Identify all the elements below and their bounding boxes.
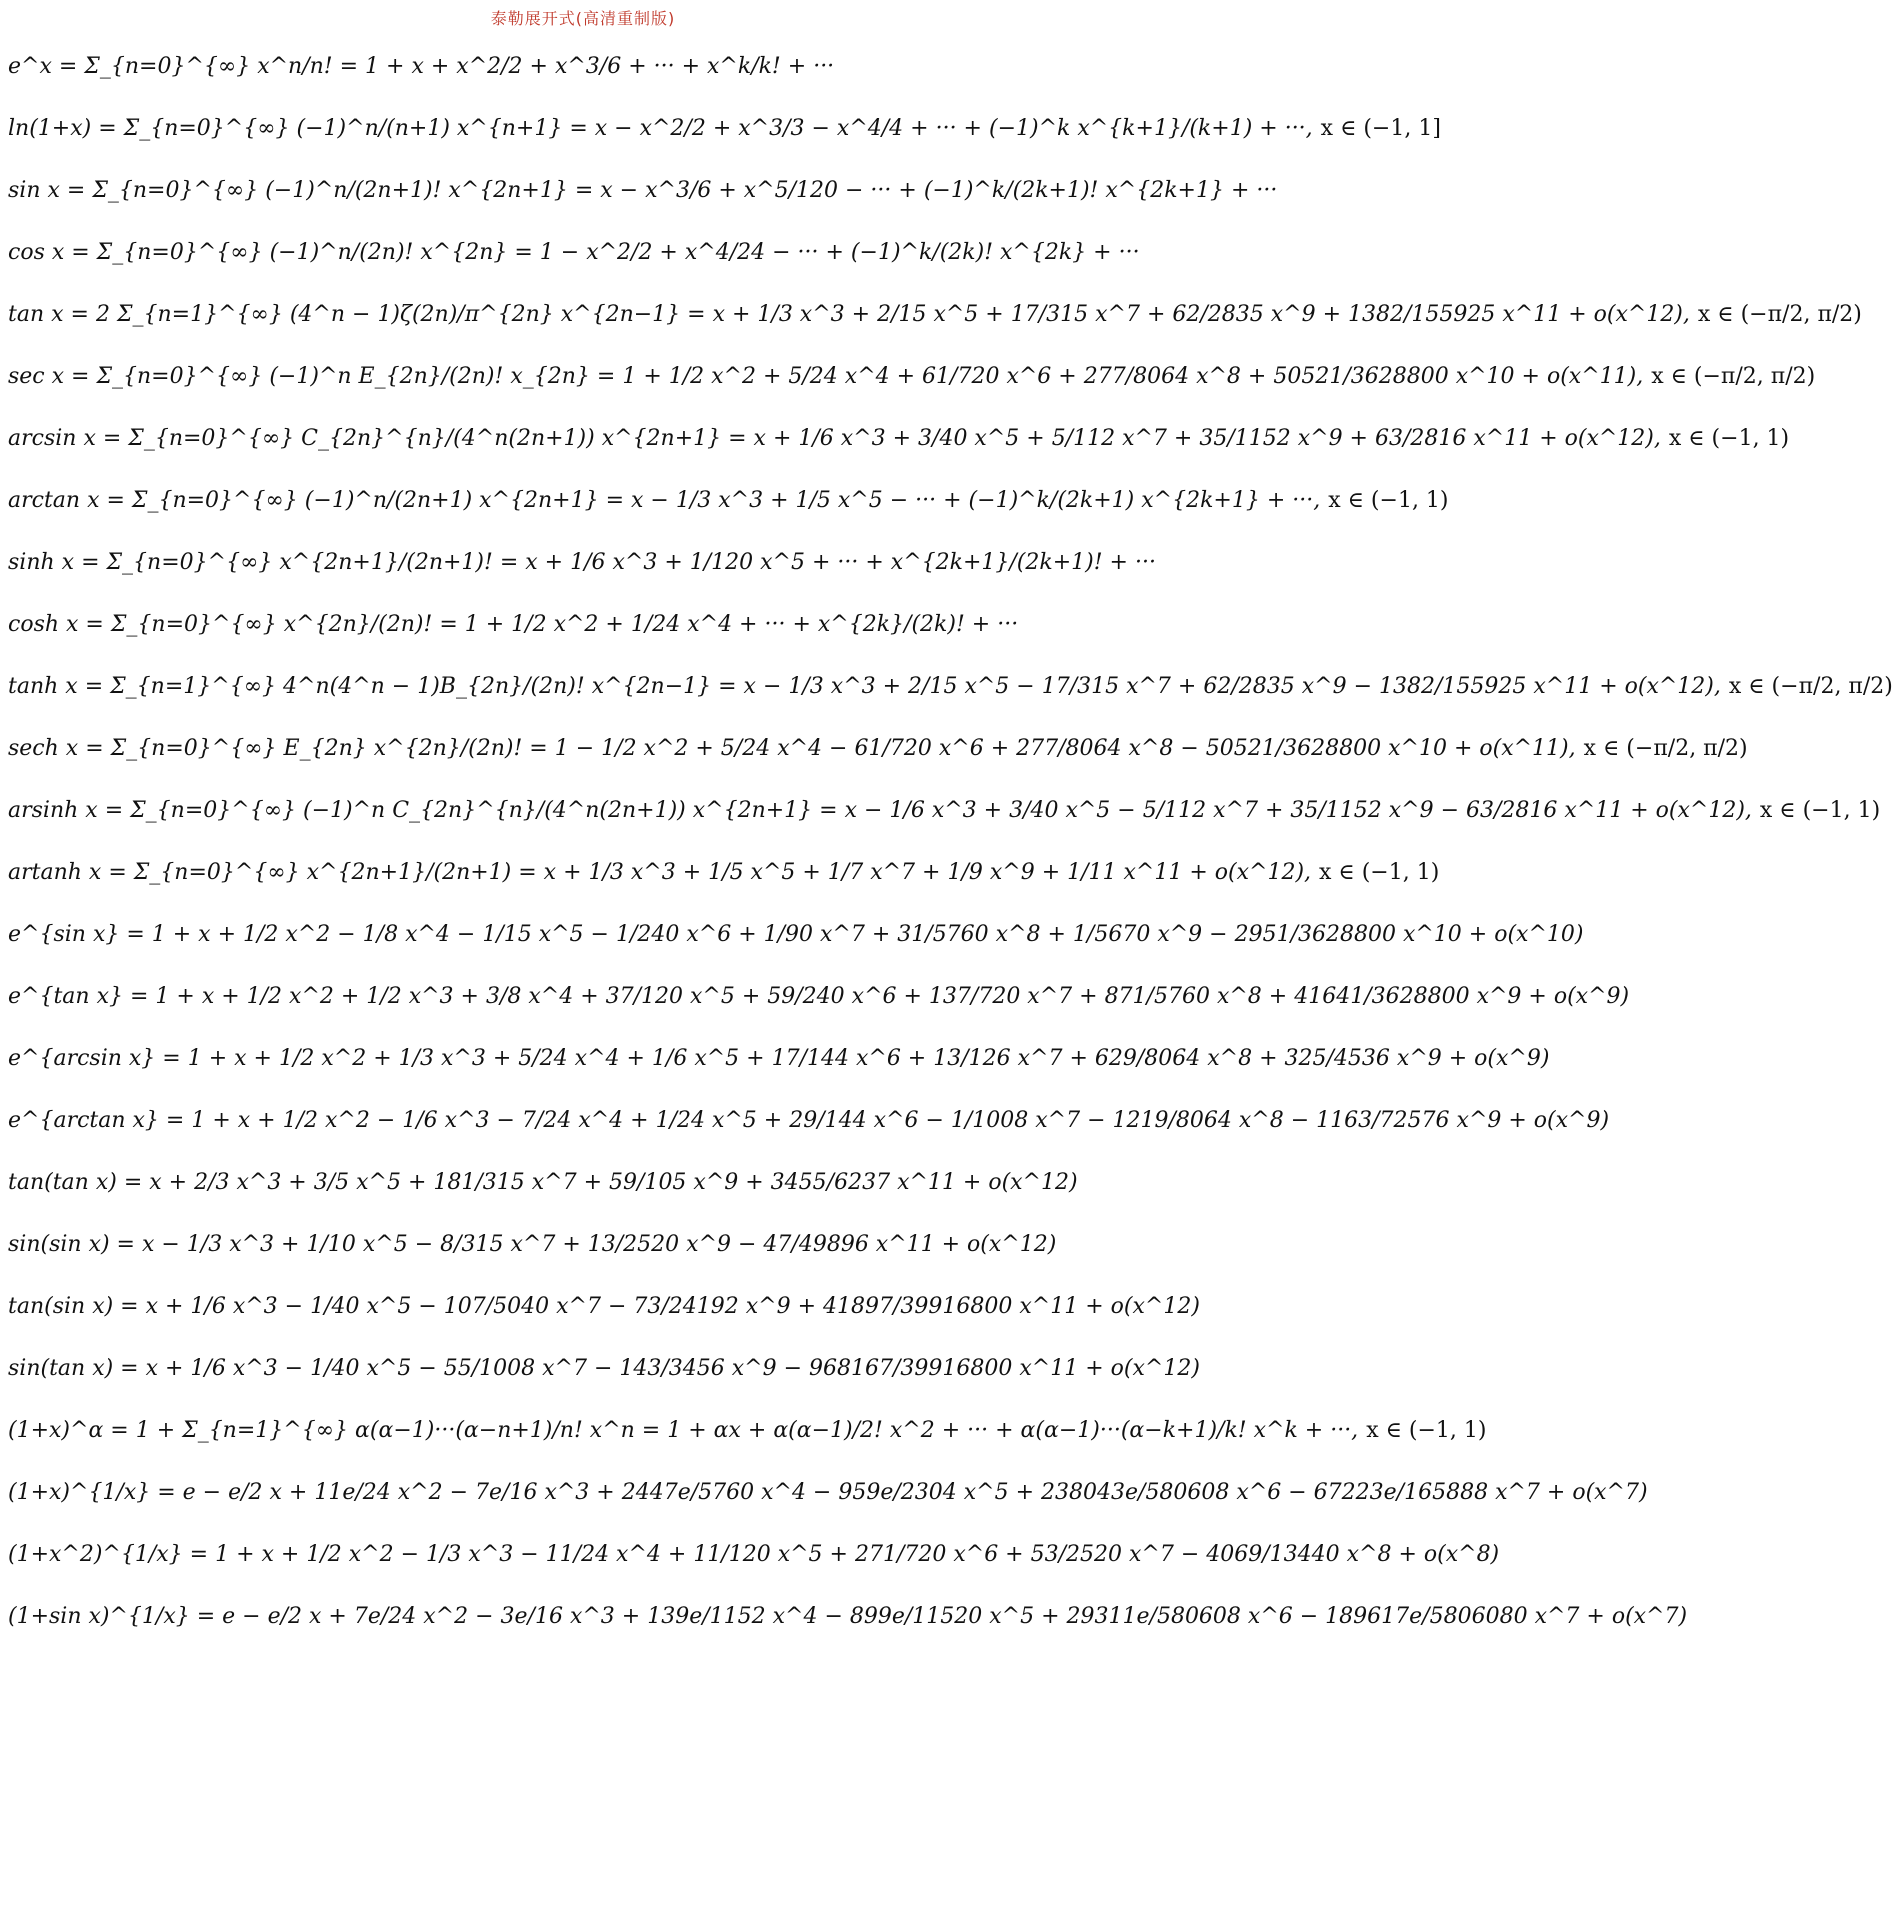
formula-lhs: e^{arctan x} <box>8 1108 159 1133</box>
formula-lhs: sec x <box>8 364 65 389</box>
formula-rhs: = e − e/2 x + 7e/24 x^2 − 3e/16 x^3 + 139e/1152 x^4 − 899e/11520 x^5 + 29311e/580608 x^6 − 189617e/5806080 x^7 + o(x^7) <box>189 1604 1688 1629</box>
formula-rhs: = Σ_{n=0}^{∞} E_{2n} x^{2n}/(2n)! = 1 − 1/2 x^2 + 5/24 x^4 − 61/720 x^6 + 277/8064 x^8 − 50521/3628800 x^10 + o(x^11), <box>78 736 1576 761</box>
formula-lhs: (1+x)^{1/x} <box>8 1480 151 1505</box>
formula-row <box>8 1100 1610 1142</box>
formula-rhs: = 1 + x + 1/2 x^2 + 1/2 x^3 + 3/8 x^4 + 37/120 x^5 + 59/240 x^6 + 137/720 x^7 + 871/5760 x^8 + 41641/3628800 x^9 + o(x^9) <box>122 984 1630 1009</box>
formula-list <box>8 46 1893 1920</box>
formula-row <box>8 108 1441 150</box>
formula-rhs: = 1 + x + 1/2 x^2 − 1/8 x^4 − 1/15 x^5 − 1/240 x^6 + 1/90 x^7 + 31/5760 x^8 + 1/5670 x^9 − 2951/3628800 x^10 + o(x^10) <box>119 922 1584 947</box>
formula-lhs: sech x <box>8 736 79 761</box>
formula-domain: x ∈ (−π/2, π/2) <box>1728 674 1893 699</box>
formula-rhs: = Σ_{n=0}^{∞} x^{2n+1}/(2n+1) = x + 1/3 x^3 + 1/5 x^5 + 1/7 x^7 + 1/9 x^9 + 1/11 x^11 + o(x^12), <box>101 860 1312 885</box>
formula-domain: x ∈ (−1, 1] <box>1320 116 1441 141</box>
formula-domain: x ∈ (−π/2, π/2) <box>1697 302 1862 327</box>
formula-lhs: ln(1+x) <box>8 116 92 141</box>
formula-row <box>8 356 1816 398</box>
formula-lhs: tan x <box>8 302 64 327</box>
formula-lhs: (1+sin x)^{1/x} <box>8 1604 190 1629</box>
formula-rhs: = Σ_{n=0}^{∞} x^{2n}/(2n)! = 1 + 1/2 x^2 + 1/24 x^4 + ··· + x^{2k}/(2k)! + ··· <box>78 612 1019 637</box>
formula-row <box>8 852 1440 894</box>
formula-lhs: sin(tan x) <box>8 1356 114 1381</box>
formula-lhs: tan(sin x) <box>8 1294 114 1319</box>
formula-domain: x ∈ (−π/2, π/2) <box>1651 364 1816 389</box>
formula-row <box>8 542 1158 584</box>
formula-rhs: = 1 + x + 1/2 x^2 − 1/6 x^3 − 7/24 x^4 + 1/24 x^5 + 29/144 x^6 − 1/1008 x^7 − 1219/8064 x^8 − 1163/72576 x^9 + o(x^9) <box>158 1108 1610 1133</box>
formula-domain: x ∈ (−1, 1) <box>1319 860 1440 885</box>
formula-lhs: e^{tan x} <box>8 984 123 1009</box>
formula-domain: x ∈ (−1, 1) <box>1668 426 1790 451</box>
formula-row <box>8 1162 1158 1204</box>
formula-row <box>8 1410 1487 1452</box>
formula-row <box>8 232 1158 274</box>
formula-rhs: = x − 1/3 x^3 + 1/10 x^5 − 8/315 x^7 + 13/2520 x^9 − 47/49896 x^11 + o(x^12) <box>109 1232 1057 1257</box>
formula-row <box>8 418 1790 460</box>
formula-rhs: = Σ_{n=0}^{∞} (−1)^n/(2n+1) x^{2n+1} = x − 1/3 x^3 + 1/5 x^5 − ··· + (−1)^k/(2k+1) x^{2k+1} + ···, <box>99 488 1321 513</box>
formula-rhs: = 2 Σ_{n=1}^{∞} (4^n − 1)ζ(2n)/π^{2n} x^{2n−1} = x + 1/3 x^3 + 2/15 x^5 + 17/315 x^7 + 62/2835 x^9 + 1382/155925 x^11 + o(x^12), <box>63 302 1690 327</box>
formula-row <box>8 728 1748 770</box>
formula-lhs: (1+x^2)^{1/x} <box>8 1542 183 1567</box>
formula-row <box>8 790 1881 832</box>
formula-lhs: e^{sin x} <box>8 922 120 947</box>
formula-row <box>8 1534 1500 1576</box>
formula-row <box>8 976 1630 1018</box>
formula-domain: x ∈ (−1, 1) <box>1328 488 1449 513</box>
formula-row <box>8 1038 1550 1080</box>
formula-lhs: arsinh x <box>8 798 98 823</box>
formula-row <box>8 1286 1200 1328</box>
formula-lhs: tanh x <box>8 674 78 699</box>
formula-domain: x ∈ (−1, 1) <box>1759 798 1881 823</box>
formula-rhs: = x + 1/6 x^3 − 1/40 x^5 − 107/5040 x^7 − 73/24192 x^9 + 41897/39916800 x^11 + o(x^12) <box>113 1294 1200 1319</box>
formula-rhs: = Σ_{n=0}^{∞} x^{2n+1}/(2n+1)! = x + 1/6 x^3 + 1/120 x^5 + ··· + x^{2k+1}/(2k+1)! + ··· <box>74 550 1156 575</box>
formula-lhs: sinh x <box>8 550 75 575</box>
formula-lhs: e^{arcsin x} <box>8 1046 156 1071</box>
formula-row <box>8 294 1862 336</box>
formula-rhs: = Σ_{n=0}^{∞} (−1)^n/(2n+1)! x^{2n+1} = x − x^3/6 + x^5/120 − ··· + (−1)^k/(2k+1)! x^{2k+1} + ··· <box>59 178 1278 203</box>
formula-rhs: = Σ_{n=0}^{∞} (−1)^n C_{2n}^{n}/(4^n(2n+1)) x^{2n+1} = x − 1/6 x^3 + 3/40 x^5 − 5/112 x^7 + 35/1152 x^9 − 63/2816 x^11 + o(x^12), <box>97 798 1752 823</box>
formula-lhs: cosh x <box>8 612 79 637</box>
formula-row <box>8 914 1584 956</box>
formula-rhs: = Σ_{n=0}^{∞} (−1)^n/(n+1) x^{n+1} = x − x^2/2 + x^3/3 − x^4/4 + ··· + (−1)^k x^{k+1}/(k+1) + ···, <box>91 116 1313 141</box>
formula-rhs: = 1 + x + 1/2 x^2 − 1/3 x^3 − 11/24 x^4 + 11/120 x^5 + 271/720 x^6 + 53/2520 x^7 − 4069/13440 x^8 + o(x^8) <box>182 1542 1500 1567</box>
formula-rhs: = Σ_{n=0}^{∞} (−1)^n/(2n)! x^{2n} = 1 − x^2/2 + x^4/24 − ··· + (−1)^k/(2k)! x^{2k} + ··· <box>64 240 1140 265</box>
formula-rhs: = 1 + x + 1/2 x^2 + 1/3 x^3 + 5/24 x^4 + 1/6 x^5 + 17/144 x^6 + 13/126 x^7 + 629/8064 x^8 + 325/4536 x^9 + o(x^9) <box>155 1046 1550 1071</box>
formula-domain: x ∈ (−π/2, π/2) <box>1583 736 1748 761</box>
formula-row <box>8 666 1893 708</box>
formula-rhs: = Σ_{n=1}^{∞} 4^n(4^n − 1)B_{2n}/(2n)! x^{2n−1} = x − 1/3 x^3 + 2/15 x^5 − 17/315 x^7 + 62/2835 x^9 − 1382/155925 x^11 + o(x^12), <box>77 674 1721 699</box>
formula-row <box>8 1224 1158 1266</box>
formula-row <box>8 604 1158 646</box>
formula-rhs: = Σ_{n=0}^{∞} x^n/n! = 1 + x + x^2/2 + x^3/6 + ··· + x^k/k! + ··· <box>51 54 835 79</box>
formula-rhs: = 1 + Σ_{n=1}^{∞} α(α−1)···(α−n+1)/n! x^n = 1 + αx + α(α−1)/2! x^2 + ··· + α(α−1)···(α−k+1)/k! x^k + ···, <box>103 1418 1359 1443</box>
formula-lhs: sin(sin x) <box>8 1232 110 1257</box>
formula-domain: x ∈ (−1, 1) <box>1366 1418 1487 1443</box>
formula-lhs: sin x <box>8 178 60 203</box>
formula-rhs: = Σ_{n=0}^{∞} C_{2n}^{n}/(4^n(2n+1)) x^{2n+1} = x + 1/6 x^3 + 3/40 x^5 + 5/112 x^7 + 35/1152 x^9 + 63/2816 x^11 + o(x^12), <box>95 426 1661 451</box>
formula-lhs: artanh x <box>8 860 102 885</box>
formula-row <box>8 1472 1648 1514</box>
formula-rhs: = e − e/2 x + 11e/24 x^2 − 7e/16 x^3 + 2447e/5760 x^4 − 959e/2304 x^5 + 238043e/580608 x^6 − 67223e/165888 x^7 + o(x^7) <box>150 1480 1648 1505</box>
formula-lhs: tan(tan x) <box>8 1170 117 1195</box>
formula-row <box>8 1348 1200 1390</box>
formula-row <box>8 46 1158 88</box>
formula-lhs: (1+x)^α <box>8 1418 104 1443</box>
formula-rhs: = Σ_{n=0}^{∞} (−1)^n E_{2n}/(2n)! x_{2n} = 1 + 1/2 x^2 + 5/24 x^4 + 61/720 x^6 + 277/8064 x^8 + 50521/3628800 x^10 + o(x^11), <box>64 364 1644 389</box>
formula-lhs: arctan x <box>8 488 100 513</box>
formula-lhs: cos x <box>8 240 65 265</box>
formula-rhs: = x + 2/3 x^3 + 3/5 x^5 + 181/315 x^7 + 59/105 x^9 + 3455/6237 x^11 + o(x^12) <box>116 1170 1078 1195</box>
formula-lhs: e^x <box>8 54 52 79</box>
page-title: 泰勒展开式(高清重制版) <box>490 9 676 28</box>
formula-rhs: = x + 1/6 x^3 − 1/40 x^5 − 55/1008 x^7 − 143/3456 x^9 − 968167/39916800 x^11 + o(x^12) <box>113 1356 1200 1381</box>
formula-row <box>8 480 1449 522</box>
formula-row <box>8 1596 1688 1638</box>
formula-lhs: arcsin x <box>8 426 96 451</box>
formula-row <box>8 170 1278 212</box>
